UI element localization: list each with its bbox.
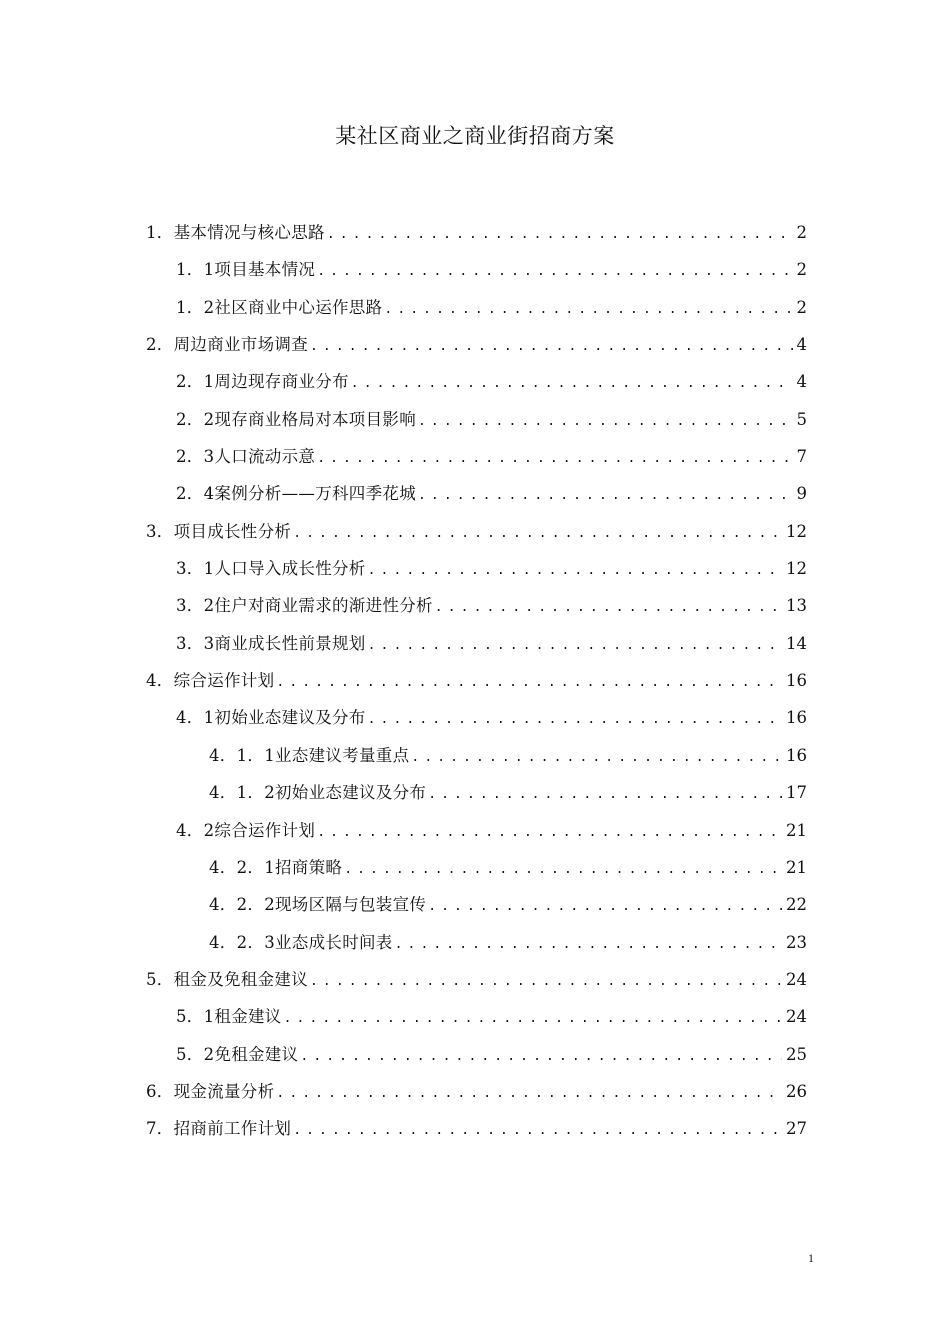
toc-entry-page: 21 — [786, 857, 807, 877]
toc-entry-page: 12 — [786, 559, 807, 579]
toc-dot-leader — [310, 328, 793, 365]
toc-entry-title: 4．2．1招商策略 — [209, 857, 343, 877]
toc-entry-page: 21 — [786, 820, 807, 840]
toc-entry-title: 3．2住户对商业需求的渐进性分析 — [176, 596, 433, 616]
toc-dot-leader — [344, 851, 782, 888]
toc-entry[interactable] — [146, 401, 807, 438]
toc-dot-leader — [368, 552, 782, 589]
toc-entry-page: 5 — [796, 409, 807, 429]
toc-dot-leader — [317, 440, 792, 477]
toc-dot-leader — [276, 664, 782, 701]
toc-dot-leader — [327, 216, 793, 253]
toc-entry-title: 2．1周边现存商业分布 — [176, 372, 349, 392]
toc-entry-title: 2．3人口流动示意 — [176, 447, 316, 467]
toc-entry-page: 14 — [786, 633, 807, 653]
toc-entry-title: 2．2现存商业格局对本项目影响 — [176, 409, 416, 429]
toc-dot-leader — [351, 365, 793, 402]
toc-entry-title: 4．综合运作计划 — [146, 671, 275, 691]
toc-entry[interactable] — [146, 214, 807, 251]
page-title: 某社区商业之商业街招商方案 — [335, 124, 615, 148]
toc-entry[interactable] — [146, 587, 807, 624]
toc-entry-page: 24 — [786, 969, 807, 989]
toc-entry[interactable] — [146, 289, 807, 326]
toc-entry-page: 16 — [786, 671, 807, 691]
toc-entry-title: 1．2社区商业中心运作思路 — [176, 297, 383, 317]
toc-entry-page: 12 — [786, 521, 807, 541]
toc-dot-leader — [384, 291, 792, 328]
page-number: 1 — [808, 1251, 814, 1265]
toc-entry-title: 4．2．3业态成长时间表 — [209, 932, 393, 952]
toc-entry-title: 1．1项目基本情况 — [176, 260, 316, 280]
toc-entry-title: 3．项目成长性分析 — [146, 521, 292, 541]
toc-entry-title: 5．1租金建议 — [176, 1007, 282, 1027]
toc-dot-leader — [317, 253, 792, 290]
toc-entry[interactable] — [146, 550, 807, 587]
toc-entry-title: 5．租金及免租金建议 — [146, 969, 308, 989]
toc-entry-title: 4．2．2现场区隔与包装宣传 — [209, 895, 427, 915]
toc-entry-page: 9 — [796, 484, 807, 504]
toc-entry[interactable] — [146, 438, 807, 475]
toc-entry[interactable] — [146, 774, 807, 811]
toc-dot-leader — [293, 515, 782, 552]
toc-entry[interactable] — [146, 513, 807, 550]
toc-dot-leader — [428, 776, 782, 813]
toc-entry-title: 7．招商前工作计划 — [146, 1119, 292, 1139]
toc-dot-leader — [368, 627, 782, 664]
toc-entry[interactable] — [146, 699, 807, 736]
toc-entry-page: 24 — [786, 1007, 807, 1027]
toc-entry-page: 13 — [786, 596, 807, 616]
toc-entry[interactable] — [146, 886, 807, 923]
toc-dot-leader — [284, 1000, 782, 1037]
toc-entry-title: 1．基本情况与核心思路 — [146, 223, 325, 242]
toc-entry[interactable] — [146, 737, 807, 774]
toc-entry[interactable] — [146, 363, 807, 400]
toc-dot-leader — [368, 701, 782, 738]
toc-entry-page: 2 — [796, 297, 807, 317]
toc-entry[interactable] — [146, 924, 807, 961]
table-of-contents — [146, 214, 807, 1148]
toc-dot-leader — [411, 739, 782, 776]
toc-entry-title: 4．2综合运作计划 — [176, 820, 316, 840]
toc-entry-page: 26 — [786, 1081, 807, 1101]
toc-entry[interactable] — [146, 849, 807, 886]
toc-entry-title: 3．3商业成长性前景规划 — [176, 633, 366, 653]
toc-entry-page: 7 — [796, 447, 807, 467]
toc-entry-page: 2 — [796, 223, 807, 242]
toc-entry-page: 17 — [786, 783, 807, 803]
toc-dot-leader — [418, 477, 793, 514]
toc-entry-page: 4 — [796, 372, 807, 392]
toc-entry[interactable] — [146, 475, 807, 512]
toc-entry-page: 2 — [796, 260, 807, 280]
toc-dot-leader — [395, 926, 782, 963]
toc-entry-title: 4．1初始业态建议及分布 — [176, 708, 366, 728]
toc-entry[interactable] — [146, 1073, 807, 1110]
toc-entry-title: 3．1人口导入成长性分析 — [176, 559, 366, 579]
toc-entry-page: 16 — [786, 745, 807, 765]
toc-dot-leader — [428, 888, 782, 925]
toc-entry[interactable] — [146, 662, 807, 699]
toc-dot-leader — [276, 1075, 782, 1112]
toc-entry-title: 4．1．1业态建议考量重点 — [209, 745, 410, 765]
toc-entry-page: 22 — [786, 895, 807, 915]
toc-entry-title: 2．周边商业市场调查 — [146, 335, 308, 355]
toc-dot-leader — [310, 963, 782, 1000]
toc-entry-page: 4 — [796, 335, 807, 355]
toc-entry-page: 16 — [786, 708, 807, 728]
toc-entry[interactable] — [146, 1036, 807, 1073]
toc-entry-title: 6．现金流量分析 — [146, 1081, 275, 1101]
toc-entry[interactable] — [146, 1110, 807, 1147]
toc-dot-leader — [418, 403, 793, 440]
toc-entry-title: 5．2免租金建议 — [176, 1044, 299, 1064]
toc-entry-page: 25 — [786, 1044, 807, 1064]
toc-entry-page: 27 — [786, 1119, 807, 1139]
toc-dot-leader — [293, 1112, 782, 1149]
toc-dot-leader — [300, 1038, 782, 1075]
toc-entry-page: 23 — [786, 932, 807, 952]
toc-entry[interactable] — [146, 998, 807, 1035]
toc-entry-title: 4．1．2初始业态建议及分布 — [209, 783, 427, 803]
toc-dot-leader — [435, 589, 782, 626]
toc-entry[interactable] — [146, 625, 807, 662]
toc-entry-title: 2．4案例分析——万科四季花城 — [176, 484, 416, 504]
toc-entry[interactable] — [146, 961, 807, 998]
toc-entry[interactable] — [146, 251, 807, 288]
toc-entry[interactable] — [146, 326, 807, 363]
toc-entry[interactable] — [146, 812, 807, 849]
toc-dot-leader — [317, 814, 782, 851]
